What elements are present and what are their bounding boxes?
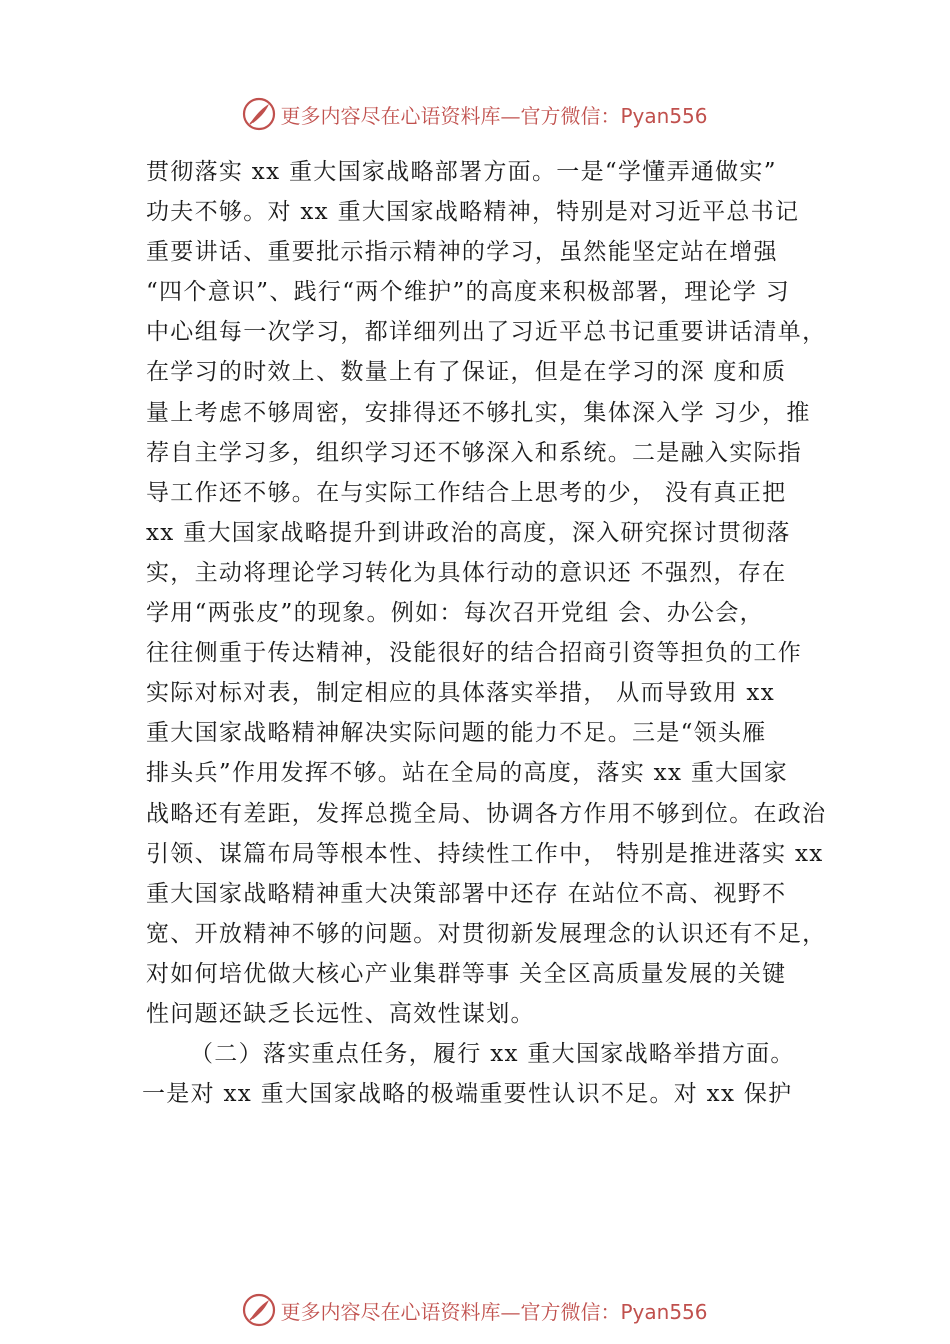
body-line: 导工作还不够。在与实际工作结合上思考的少， 没有真正把	[146, 479, 787, 506]
body-line: 功夫不够。对 xx 重大国家战略精神，特别是对习近平总书记	[146, 199, 800, 226]
body-line: 贯彻落实 xx 重大国家战略部署方面。一是“学懂弄通做实”	[146, 159, 777, 185]
header-banner-text: 更多内容尽在心语资料库—官方微信：Pyan556	[280, 103, 708, 128]
body-line: 往往侧重于传达精神，没能很好的结合招商引资等担负的工作	[146, 640, 803, 667]
document-body	[142, 152, 846, 1114]
header-wechat-id: Pyan556	[620, 103, 708, 128]
footer-banner-text: 更多内容尽在心语资料库—官方微信：Pyan556	[280, 1299, 708, 1324]
body-line: 中心组每一次学习，都详细列出了习近平总书记重要讲话清单，	[146, 319, 827, 346]
body-line: 实际对标对表，制定相应的具体落实举措， 从而导致用 xx	[146, 680, 775, 707]
body-line: 重要讲话、重要批示指示精神的学习，虽然能坚定站在增强	[146, 239, 778, 266]
body-line: 一是对 xx 重大国家战略的极端重要性认识不足。对 xx 保护	[142, 1081, 793, 1108]
body-line: 量上考虑不够周密，安排得还不够扎实，集体深入学 习少，推	[146, 399, 811, 426]
body-line: 排头兵”作用发挥不够。站在全局的高度，落实 xx 重大国家	[146, 760, 789, 787]
body-line: 在学习的时效上、数量上有了保证，但是在学习的深 度和质	[146, 359, 787, 386]
body-line: 宽、开放精神不够的问题。对贯彻新发展理念的认识还有不足，	[146, 920, 827, 947]
header-banner	[0, 94, 950, 134]
body-line: 重大国家战略精神重大决策部署中还存 在站位不高、视野不	[146, 880, 787, 907]
body-line: “四个意识”、践行“两个维护”的高度来积极部署，理论学 习	[146, 279, 791, 306]
footer-wechat-id: Pyan556	[620, 1299, 708, 1324]
body-line: 实，主动将理论学习转化为具体行动的意识还 不强烈，存在	[146, 559, 787, 586]
body-line: 战略还有差距，发挥总揽全局、协调各方作用不够到位。在政治	[146, 800, 827, 827]
body-line: 荐自主学习多，组织学习还不够深入和系统。二是融入实际指	[146, 439, 803, 466]
body-line: 性问题还缺乏长远性、高效性谋划。	[146, 1000, 535, 1027]
quill-logo-icon	[242, 1293, 276, 1327]
footer-banner	[0, 1290, 950, 1330]
body-line: 重大国家战略精神解决实际问题的能力不足。三是“领头雁	[146, 720, 767, 747]
section-heading: （二）落实重点任务，履行 xx 重大国家战略举措方面。	[190, 1041, 795, 1068]
body-line: 对如何培优做大核心产业集群等事 关全区高质量发展的关键	[146, 960, 787, 987]
quill-logo-icon	[242, 97, 276, 131]
body-line: 学用“两张皮”的现象。例如：每次召开党组 会、办公会，	[146, 600, 764, 627]
body-line: 引领、谋篇布局等根本性、持续性工作中， 特别是推进落实 xx	[146, 840, 824, 867]
body-line: xx 重大国家战略提升到讲政治的高度，深入研究探讨贯彻落	[146, 519, 791, 546]
